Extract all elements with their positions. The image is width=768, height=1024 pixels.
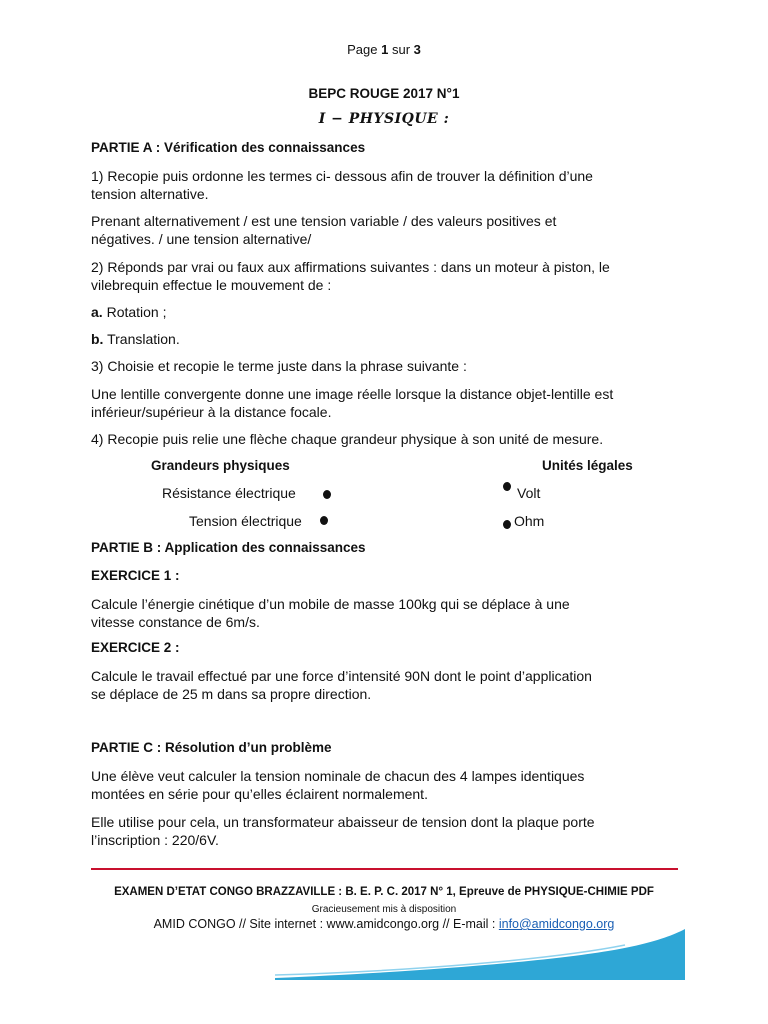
left-item-tension: Tension électrique <box>189 513 302 529</box>
option-b-label: b. <box>91 331 104 347</box>
partie-a-heading: PARTIE A : Vérification des connaissances <box>91 140 366 155</box>
problem-paragraph-2-line-1: Elle utilise pour cela, un transformateur abaisseur de tension dont la plaque porte <box>91 814 595 830</box>
option-b-text: Translation. <box>103 331 180 347</box>
question-2 <box>91 258 681 294</box>
right-item-ohm: Ohm <box>514 513 545 529</box>
page-number <box>0 42 768 57</box>
question-1-line-1: 1) Recopie puis ordonne les termes ci- dessous afin de trouver la définition d’une <box>91 168 593 184</box>
problem-paragraph-1-line-1: Une élève veut calculer la tension nominale de chacun des 4 lampes identiques <box>91 768 585 784</box>
question-1-terms-line-2: négatives. / une tension alternative/ <box>91 231 312 247</box>
exercice-2-text <box>91 667 681 703</box>
option-b <box>91 330 681 348</box>
question-3-sentence <box>91 385 681 421</box>
right-dot-2 <box>503 520 511 529</box>
exercice-2-line-1: Calcule le travail effectué par une force d’intensité 90N dont le point d’application <box>91 668 592 684</box>
partie-b-heading: PARTIE B : Application des connaissances <box>91 540 366 555</box>
page-total: 3 <box>413 42 421 57</box>
question-3: 3) Choisie et recopie le terme juste dans la phrase suivante : <box>91 358 467 374</box>
left-item-resistance: Résistance électrique <box>162 485 296 501</box>
question-1-terms-line-1: Prenant alternativement / est une tension variable / des valeurs positives et <box>91 213 557 229</box>
question-4: 4) Recopie puis relie une flèche chaque grandeur physique à son unité de mesure. <box>91 431 604 447</box>
footer-email-link[interactable]: info@amidcongo.org <box>498 917 615 931</box>
section-title: I − PHYSIQUE : <box>318 111 450 127</box>
option-a-label: a. <box>91 304 103 320</box>
problem-paragraph-1-line-2: montées en série pour qu’elles éclairent normalement. <box>91 786 428 802</box>
question-1 <box>91 167 681 203</box>
left-dot-1 <box>323 490 331 499</box>
exercice-2-line-2: se déplace de 25 m dans sa propre direction. <box>91 686 372 702</box>
exercice-2-heading: EXERCICE 2 : <box>91 640 180 655</box>
problem-paragraph-2 <box>91 813 681 849</box>
exercice-1-heading: EXERCICE 1 : <box>91 568 180 583</box>
question-1-terms <box>91 212 681 248</box>
page-separator: sur <box>391 42 411 57</box>
partie-c-heading: PARTIE C : Résolution d’un problème <box>91 740 332 755</box>
footer-disposition-line: Gracieusement mis à disposition <box>311 904 457 915</box>
footer-exam-line: EXAMEN D’ETAT CONGO BRAZZAVILLE : B. E. P. C. 2017 N° 1, Epreuve de PHYSIQUE-CHIMIE PDF <box>114 886 654 898</box>
question-2-line-2: vilebrequin effectue le mouvement de : <box>91 277 332 293</box>
exercice-1-text <box>91 595 681 631</box>
table-right-header: Unités légales <box>542 458 633 473</box>
exam-title: BEPC ROUGE 2017 N°1 <box>308 86 460 101</box>
right-dot-1 <box>503 482 511 491</box>
page-prefix: Page <box>347 42 378 57</box>
footer-wave-decoration <box>275 925 685 980</box>
option-a <box>91 303 681 321</box>
problem-paragraph-2-line-2: l’inscription : 220/6V. <box>91 832 219 848</box>
problem-paragraph-1 <box>91 767 681 803</box>
page-current: 1 <box>381 42 389 57</box>
left-dot-2 <box>320 516 328 525</box>
footer-divider <box>91 868 678 870</box>
question-1-line-2: tension alternative. <box>91 186 209 202</box>
exercice-1-line-2: vitesse constance de 6m/s. <box>91 614 260 630</box>
question-3-sentence-line-1: Une lentille convergente donne une image réelle lorsque la distance objet-lentille est <box>91 386 614 402</box>
exercice-1-line-1: Calcule l’énergie cinétique d’un mobile de masse 100kg qui se déplace à une <box>91 596 570 612</box>
footer-site-text: AMID CONGO // Site internet : www.amidcongo.org // E-mail : <box>153 917 499 931</box>
option-a-text: Rotation ; <box>102 304 167 320</box>
table-left-header: Grandeurs physiques <box>151 458 290 473</box>
right-item-volt: Volt <box>517 485 541 501</box>
question-2-line-1: 2) Réponds par vrai ou faux aux affirmations suivantes : dans un moteur à piston, le <box>91 259 610 275</box>
question-3-sentence-line-2: inférieur/supérieur à la distance focale. <box>91 404 332 420</box>
